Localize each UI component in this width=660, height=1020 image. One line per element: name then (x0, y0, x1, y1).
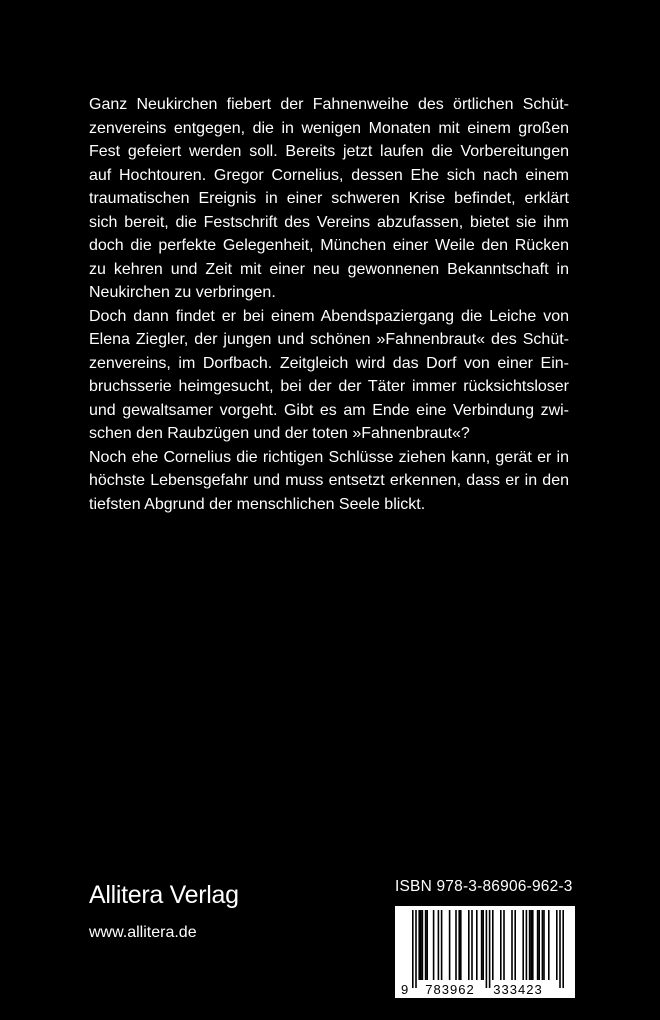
barcode-bar (556, 910, 558, 980)
barcode-bar (538, 910, 540, 980)
barcode-bar (542, 910, 544, 980)
barcode-right-digits: 333423 (493, 982, 543, 997)
barcode-bar (441, 910, 443, 980)
publisher-name: Allitera Verlag (89, 881, 239, 909)
barcode-bar (458, 910, 460, 980)
barcode-bar (449, 910, 451, 980)
barcode-bar (522, 910, 524, 980)
ean-barcode (395, 906, 575, 998)
barcode-bar (425, 910, 427, 980)
barcode-bars (412, 910, 564, 988)
barcode-bar (543, 910, 545, 980)
isbn-label: ISBN 978-3-86906-962-3 (395, 878, 573, 895)
barcode-bar (500, 910, 502, 980)
publisher-block (89, 880, 239, 943)
barcode-bar (503, 910, 505, 980)
barcode-bar (460, 910, 462, 980)
barcode-bar (481, 910, 483, 980)
barcode-bar (415, 910, 417, 988)
barcode-bar (433, 910, 435, 980)
barcode-bar (532, 910, 534, 980)
barcode-bar (492, 910, 494, 980)
isbn-block (395, 878, 575, 998)
barcode-bar (562, 910, 564, 988)
barcode-graphic (395, 906, 575, 998)
barcode-bar (511, 910, 513, 980)
barcode-bar (526, 910, 528, 980)
blurb-paragraph: Ganz Neukirchen fiebert der Fahnenweihe des örtlichen Schützenvereins entgegen, die in wenigen Monaten mit einem großen Fest gefeiert werden soll. Bereits jetzt laufen die Vorbereitungen auf Hochtouren. Gregor Cornelius, dessen Ehe sich nach einem traumatischen Ereignis in einer schweren Krise befindet, erklärt sich bereit, die Festschrift des Vereins abzufassen, bietet sie ihm doch die perfekte Gelegenheit, München einer Weile den Rücken zu kehren und Zeit mit einer neu gewonnenen Bekanntschaft in Neukirchen zu verbringen. (89, 96, 569, 301)
barcode-bar (468, 910, 470, 980)
barcode-lead-digit: 9 (401, 982, 409, 997)
blurb-paragraph: Doch dann findet er bei einem Abendspaziergang die Leiche von Elena Ziegler, der jungen und schönen »Fahnenbraut« des Schützenvereins, im Dorfbach. Zeitgleich wird das Dorf von einer Einbruchsserie heimgesucht, bei der der Täter immer rücksichtsloser und gewaltsamer vorgeht. Gibt es am Ende eine Verbindung zwischen den Raubzügen und der toten »Fahnenbraut«? (89, 307, 569, 442)
barcode-bar (548, 910, 550, 980)
barcode-bar (471, 910, 473, 980)
barcode-bar (486, 910, 488, 988)
barcode-bar (420, 910, 422, 980)
barcode-bar (482, 910, 484, 980)
publisher-url: www.allitera.de (89, 924, 197, 941)
barcode-bar (438, 910, 440, 980)
barcode-bar (418, 910, 420, 980)
barcode-bar (530, 910, 532, 980)
barcode-bar (412, 910, 414, 988)
barcode-bar (455, 910, 457, 980)
barcode-left-digits: 783962 (425, 982, 475, 997)
barcode-bar (559, 910, 561, 988)
barcode-bar (426, 910, 428, 980)
back-cover-blurb (89, 93, 569, 516)
barcode-bar (529, 910, 531, 980)
barcode-bar (537, 910, 539, 980)
barcode-bar (476, 910, 478, 980)
barcode-bar (422, 910, 424, 980)
blurb-paragraph: Noch ehe Cornelius die richtigen Schlüsse ziehen kann, gerät er in höchste Lebensgefahr und muss entsetzt erkennen, dass er in den tiefsten Abgrund der menschlichen Seele blickt. (89, 448, 569, 513)
barcode-bar (514, 910, 516, 980)
barcode-bar (489, 910, 491, 988)
